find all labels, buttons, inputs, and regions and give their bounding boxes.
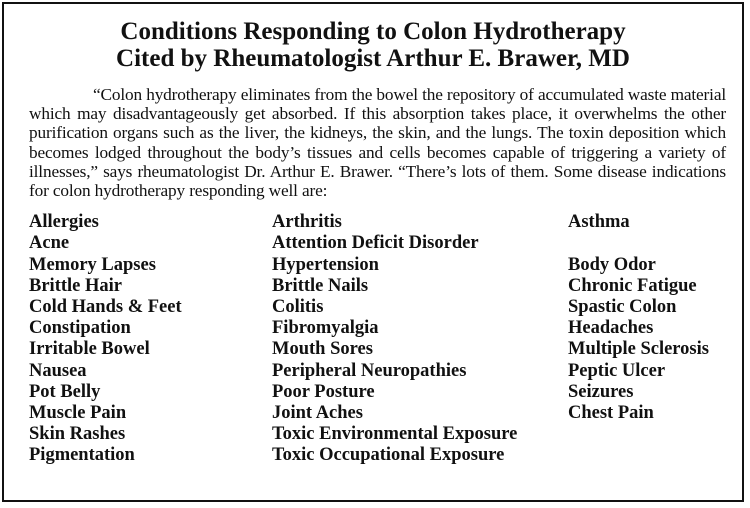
condition-item: Attention Deficit Disorder: [272, 233, 479, 254]
condition-item: Toxic Occupational Exposure: [272, 445, 505, 466]
condition-item-blank: [568, 233, 709, 254]
quote-paragraph: “Colon hydrotherapy eliminates from the bowel the repository of accumulated waste material which may disadvantageously get absorbed. If this absorption takes place, it overwhelms the other purification organs such as the liver, the kidneys, the skin, and the lungs. The toxin deposition which becomes lodged throughout the body’s tissues and cells becomes capable of triggering a variety of illnesses,” says rheumatologist Dr. Arthur E. Brawer. “There’s lots of them. Some disease indications for colon hydrotherapy responding well are:: [29, 85, 726, 201]
condition-item: Arthritis: [272, 212, 342, 233]
condition-item: Pigmentation: [29, 445, 135, 466]
condition-item: Brittle Nails: [272, 275, 369, 296]
condition-item: Memory Lapses: [29, 254, 156, 275]
condition-item: Headaches: [568, 318, 654, 339]
condition-item: Skin Rashes: [29, 424, 126, 445]
condition-item: Pot Belly: [29, 381, 101, 402]
conditions-column-2: [272, 212, 517, 466]
condition-item: Mouth Sores: [272, 339, 373, 360]
document-title: [4, 18, 742, 72]
condition-item: Multiple Sclerosis: [568, 339, 709, 360]
condition-item: Muscle Pain: [29, 402, 127, 423]
condition-item: Joint Aches: [272, 402, 363, 423]
condition-item: Irritable Bowel: [29, 339, 150, 360]
document-frame: [2, 2, 744, 502]
condition-item: Cold Hands & Feet: [29, 296, 182, 317]
conditions-list: [4, 212, 742, 472]
condition-item: Poor Posture: [272, 381, 375, 402]
condition-item: Constipation: [29, 318, 131, 339]
condition-item: Seizures: [568, 381, 634, 402]
condition-item: Body Odor: [568, 254, 656, 275]
condition-item: Allergies: [29, 212, 99, 233]
condition-item: Peripheral Neuropathies: [272, 360, 467, 381]
condition-item: Chest Pain: [568, 402, 654, 423]
condition-item: Spastic Colon: [568, 296, 677, 317]
title-line-1: Conditions Responding to Colon Hydrotherapy: [120, 18, 626, 45]
condition-item: Acne: [29, 233, 70, 254]
conditions-column-3: [568, 212, 709, 424]
condition-item: Peptic Ulcer: [568, 360, 666, 381]
condition-item: Toxic Environmental Exposure: [272, 424, 518, 445]
condition-item: Nausea: [29, 360, 87, 381]
condition-item: Asthma: [568, 212, 630, 233]
title-line-2: Cited by Rheumatologist Arthur E. Brawer, MD: [116, 45, 630, 72]
conditions-column-1: [29, 212, 182, 466]
condition-item: Chronic Fatigue: [568, 275, 697, 296]
condition-item: Fibromyalgia: [272, 318, 379, 339]
condition-item: Colitis: [272, 296, 324, 317]
condition-item: Hypertension: [272, 254, 379, 275]
condition-item: Brittle Hair: [29, 275, 122, 296]
